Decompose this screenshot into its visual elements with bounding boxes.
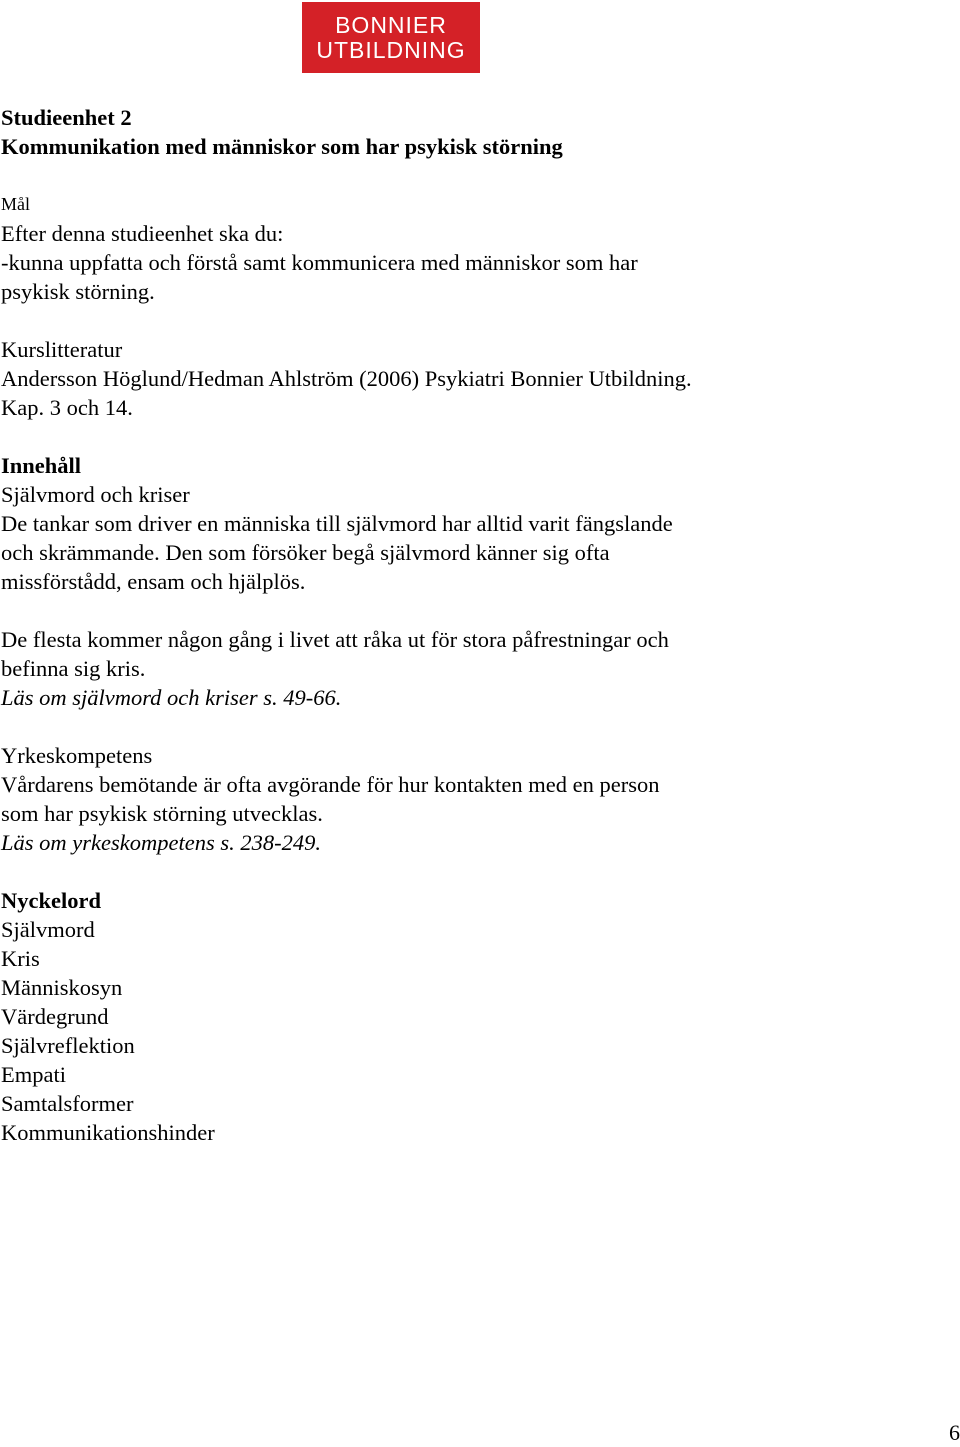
keyword-item: Samtalsformer [1,1091,134,1116]
keyword-item: Självreflektion [1,1033,135,1058]
unit-title: Kommunikation med människor som har psykisk störning [1,134,563,159]
yrkeskompetens-reading-reference: Läs om yrkeskompetens s. 238-249. [1,830,321,855]
yrkeskompetens-line: som har psykisk störning utvecklas. [1,801,323,826]
keyword-item: Värdegrund [1,1004,109,1029]
innehall-subheading: Självmord och kriser [1,482,190,507]
mal-line: -kunna uppfatta och förstå samt kommunicera med människor som har [1,250,638,275]
keyword-item: Kommunikationshinder [1,1120,215,1145]
document-body [1,103,941,1147]
keyword-item: Empati [1,1062,66,1087]
keyword-item: Självmord [1,917,95,942]
logo-line-2: UTBILDNING [316,36,466,63]
nyckelord-label: Nyckelord [1,888,101,913]
keyword-item: Människosyn [1,975,123,1000]
unit-heading: Studieenhet 2 [1,105,132,130]
kurslitteratur-label: Kurslitteratur [1,337,123,362]
mal-label: Mål [1,194,30,214]
keyword-item: Kris [1,946,40,971]
innehall-reading-reference: Läs om självmord och kriser s. 49-66. [1,685,342,710]
logo-line-1: BONNIER [335,11,447,38]
yrkeskompetens-label: Yrkeskompetens [1,743,153,768]
bonnier-utbildning-logo [302,2,480,73]
mal-line: Efter denna studieenhet ska du: [1,221,284,246]
mal-line: psykisk störning. [1,279,155,304]
yrkeskompetens-line: Vårdarens bemötande är ofta avgörande för hur kontakten med en person [1,772,660,797]
innehall-paragraph-line: och skrämmande. Den som försöker begå självmord känner sig ofta [1,540,610,565]
kurslitteratur-line: Andersson Höglund/Hedman Ahlström (2006) Psykiatri Bonnier Utbildning. [1,366,692,391]
innehall-paragraph-line: missförstådd, ensam och hjälplös. [1,569,306,594]
kurslitteratur-line: Kap. 3 och 14. [1,395,133,420]
innehall-paragraph-line: De flesta kommer någon gång i livet att råka ut för stora påfrestningar och [1,627,669,652]
page-number: 6 [949,1420,960,1445]
innehall-paragraph-line: De tankar som driver en människa till självmord har alltid varit fängslande [1,511,673,536]
innehall-label: Innehåll [1,453,82,478]
innehall-paragraph-line: befinna sig kris. [1,656,146,681]
